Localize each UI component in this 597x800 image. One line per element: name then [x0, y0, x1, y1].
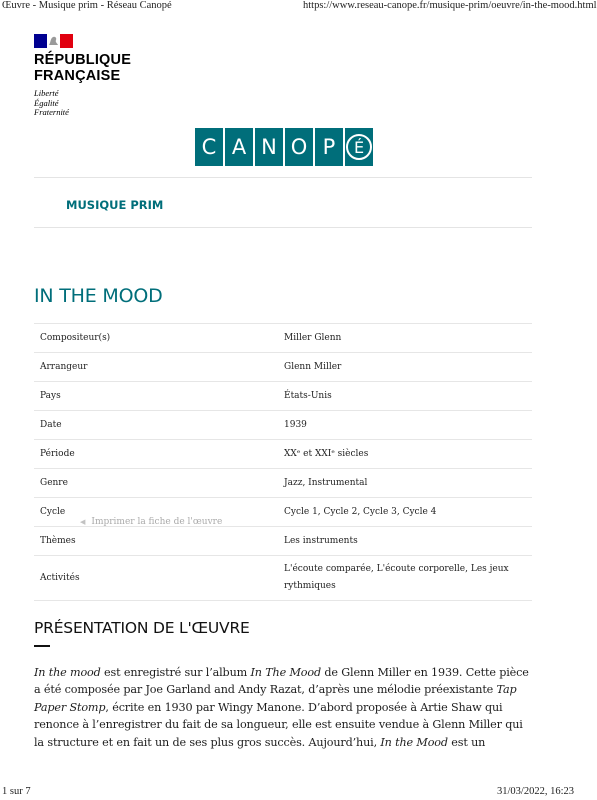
canope-letter-a: A — [225, 128, 253, 166]
detail-label: Activités — [34, 556, 278, 601]
text-fragment: a été composée par Joe Garland and Andy Razat, d’après une mélodie préexistante — [34, 683, 497, 697]
text-line — [34, 699, 534, 716]
canope-e-ring: É — [346, 134, 372, 160]
motto-egalite: Égalité — [34, 97, 59, 108]
page-title: IN THE MOOD — [34, 285, 163, 307]
detail-value: Glenn Miller — [278, 353, 532, 382]
print-datetime: 31/03/2022, 16:23 — [497, 786, 575, 797]
detail-value: États-Unis — [278, 382, 532, 411]
table-row — [34, 353, 532, 382]
table-row — [34, 411, 532, 440]
table-row — [34, 382, 532, 411]
rf-name-line2: FRANÇAISE — [34, 67, 121, 84]
text-line — [34, 681, 534, 698]
canope-letter-n: N — [255, 128, 283, 166]
detail-value — [278, 556, 532, 601]
detail-label: Thèmes — [34, 527, 278, 556]
text-fragment: est enregistré sur l’album — [100, 666, 251, 679]
motto-liberte: Liberté — [34, 88, 59, 98]
divider-top — [34, 177, 532, 178]
melody-title-italic: Tap — [496, 683, 517, 697]
text-fragment: est un — [447, 735, 486, 749]
canope-letter-c: C — [195, 128, 223, 166]
melody-title-italic: Paper Stomp — [34, 700, 106, 714]
marianne-flag-icon — [34, 34, 73, 48]
work-title-italic: In the Mood — [380, 735, 448, 749]
table-row — [34, 440, 532, 469]
detail-label: Genre — [34, 469, 278, 498]
print-sheet-label: Imprimer la fiche de l'œuvre — [91, 517, 223, 527]
detail-value-line: rythmiques — [284, 581, 336, 591]
republique-francaise-name — [34, 53, 131, 84]
republique-motto — [34, 89, 131, 118]
detail-label: Cycle — [34, 498, 278, 527]
text-fragment: , écrite en 1930 par Wingy Manone. D’abord proposée à Artie Shaw qui — [105, 700, 503, 714]
canope-letter-e-circled — [345, 128, 373, 166]
print-triangle-icon: ◀ — [80, 518, 86, 526]
canope-letter-o: O — [285, 128, 313, 166]
detail-value-line: L'écoute comparée, L'écoute corporelle, Les jeux — [284, 564, 509, 574]
work-title-italic: In the mood — [34, 666, 101, 679]
print-header — [0, 0, 597, 16]
table-row — [34, 324, 532, 353]
heading-underline — [34, 645, 50, 647]
rf-name-line1: RÉPUBLIQUE — [34, 52, 132, 68]
detail-label: Compositeur(s) — [34, 324, 278, 353]
print-header-url: https://www.reseau-canope.fr/musique-prim/oeuvre/in-the-mood.html — [303, 0, 597, 11]
detail-value: Les instruments — [278, 527, 532, 556]
text-line — [34, 664, 534, 681]
detail-label: Période — [34, 440, 278, 469]
detail-value: 1939 — [278, 411, 532, 440]
table-row — [34, 527, 532, 556]
table-row — [34, 556, 532, 601]
detail-value: Miller Glenn — [278, 324, 532, 353]
table-row — [34, 469, 532, 498]
text-line — [34, 734, 534, 751]
text-fragment: de Glenn Miller en 1939. Cette pièce — [320, 666, 529, 679]
print-footer — [0, 786, 575, 800]
detail-value: Jazz, Instrumental — [278, 469, 532, 498]
work-details-table — [34, 323, 532, 601]
detail-label: Date — [34, 411, 278, 440]
text-fragment: la structure et en fait un de ses plus gros succès. Aujourd’hui, — [34, 735, 381, 749]
detail-value: Cycle 1, Cycle 2, Cycle 3, Cycle 4 — [278, 498, 532, 527]
canope-letter-p: P — [315, 128, 343, 166]
detail-value: XXᵉ et XXIᵉ siècles — [278, 440, 532, 469]
text-line: renonce à l’enregistrer du fait de sa longueur, elle est ensuite vendue à Glenn Miller qui — [34, 718, 523, 732]
detail-label: Arrangeur — [34, 353, 278, 382]
presentation-heading: PRÉSENTATION DE L'ŒUVRE — [34, 619, 250, 637]
republique-francaise-logo[interactable] — [34, 34, 131, 118]
presentation-text — [34, 664, 534, 751]
section-nav-musique-prim[interactable]: MUSIQUE PRIM — [66, 198, 164, 212]
detail-label: Pays — [34, 382, 278, 411]
album-title-italic: In The Mood — [250, 666, 321, 679]
print-sheet-link[interactable] — [80, 517, 222, 527]
divider-section — [34, 227, 532, 228]
motto-fraternite: Fraternité — [34, 107, 69, 117]
print-header-title: Œuvre - Musique prim - Réseau Canopé — [2, 0, 172, 11]
canope-logo[interactable] — [195, 128, 373, 166]
page-number: 1 sur 7 — [2, 786, 31, 797]
